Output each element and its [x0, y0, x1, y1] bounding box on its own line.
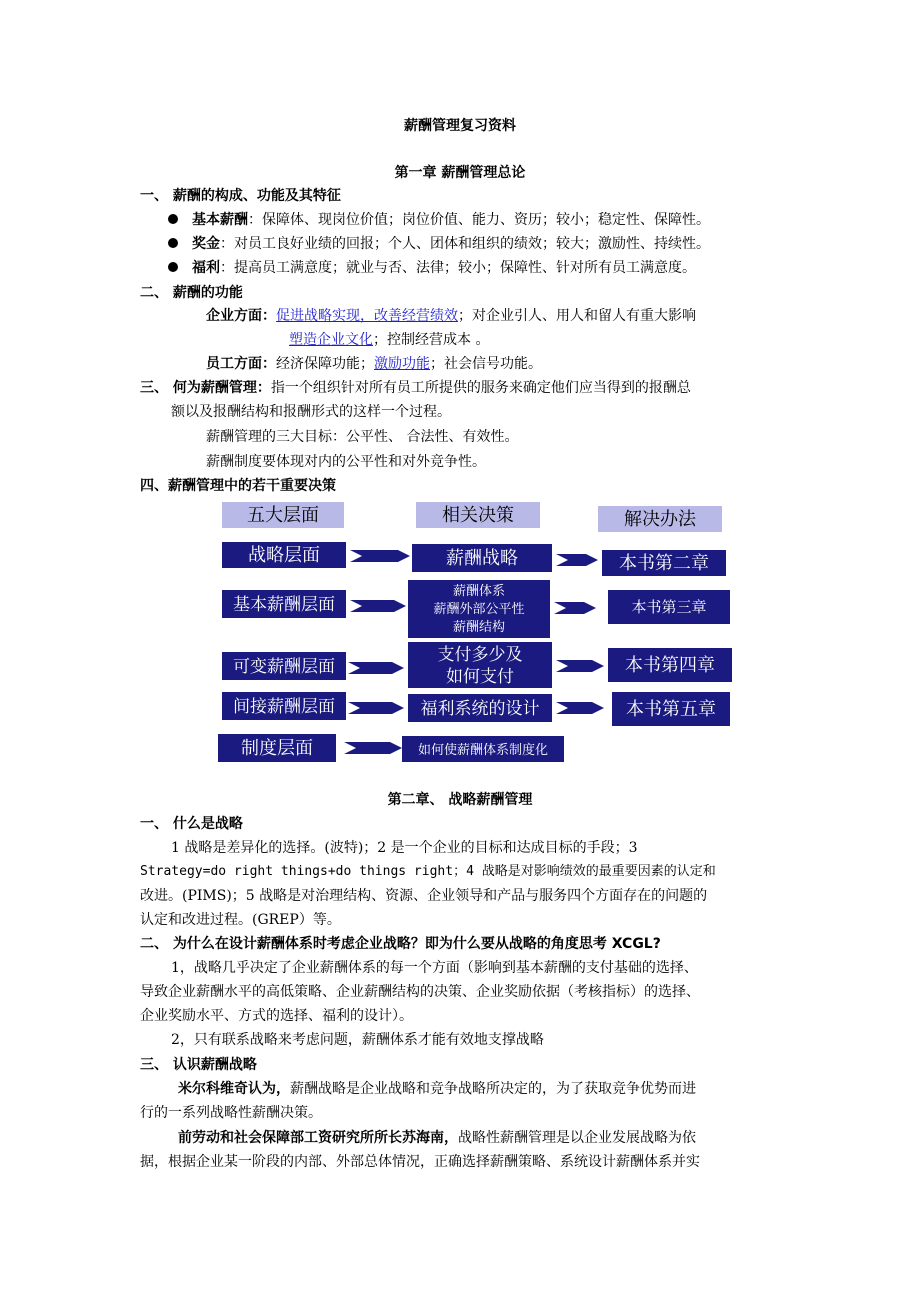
decision-base-3: 薪酬结构 [452, 620, 506, 635]
ch2-p5-line-2: 据，根据企业某一阶段的内部、外部总体情况，正确选择薪酬策略、系统设计薪酬体系并实 [140, 1154, 700, 1170]
section-1-heading: 一、 薪酬的构成、功能及其特征 [140, 188, 341, 204]
bullet-item-bonus: 奖金：对员工良好业绩的回报；个人、团体和组织的绩效；较大；激励性、持续性。 [168, 234, 710, 254]
solution-ch3: 本书第三章 [631, 598, 707, 616]
decision-base-2: 薪酬外部公平性 [433, 602, 525, 617]
solution-ch4: 本书第四章 [625, 655, 715, 676]
bullet-icon [168, 214, 178, 224]
ch2-p1-line-4: 认定和改进过程。(GREP）等。 [140, 912, 341, 928]
decision-variable-2: 如何支付 [446, 667, 514, 687]
ch2-section-3-heading: 三、 认识薪酬战略 [140, 1057, 257, 1073]
corp-line-1: 企业方面：促进战略实现，改善经营绩效；对企业引人、用人和留人有重大影响 [206, 308, 696, 324]
ch2-section-2-heading: 二、 为什么在设计薪酬体系时考虑企业战略？即为什么要从战略的角度思考 XCGL? [140, 936, 661, 952]
chapter-2-title: 第二章、 战略薪酬管理 [387, 792, 533, 808]
level-indirect: 间接薪酬层面 [233, 697, 335, 717]
ch2-section-1-heading: 一、 什么是战略 [140, 816, 243, 832]
decision-variable-1: 支付多少及 [437, 645, 523, 665]
arrow-icon [350, 600, 406, 612]
arrow-icon [556, 554, 598, 566]
chapter-1-title: 第一章 薪酬管理总论 [394, 165, 526, 181]
level-system: 制度层面 [241, 738, 313, 759]
ch2-p4-line-1: 米尔科维奇认为，薪酬战略是企业战略和竞争战略所决定的，为了获取竞争优势而进 [178, 1081, 696, 1097]
decision-diagram [216, 500, 736, 766]
ch2-p2-line-3: 企业奖励水平、方式的选择、福利的设计）。 [140, 1008, 413, 1024]
ch2-p1-line-1: 1 战略是差异化的选择。(波特)；2 是一个企业的目标和达成目标的手段；3 [171, 840, 638, 856]
system-fairness: 薪酬制度要体现对内的公平性和对外竞争性。 [206, 454, 486, 470]
level-variable: 可变薪酬层面 [233, 657, 335, 677]
incentive-link[interactable]: 激励功能 [374, 356, 430, 372]
header-solutions: 解决办法 [624, 509, 696, 530]
decision-indirect: 福利系统的设计 [420, 699, 540, 719]
strategy-link[interactable]: 促进战略实现，改善经营绩效 [276, 308, 458, 324]
solution-ch2: 本书第二章 [619, 553, 709, 574]
arrow-icon [348, 702, 404, 714]
section-4-heading: 四、薪酬管理中的若干重要决策 [140, 478, 336, 494]
bullet-icon [168, 262, 178, 272]
ch2-p2-line-2: 导致企业薪酬水平的高低策略、企业薪酬结构的决策、企业奖励依据（考核指标）的选择、 [140, 984, 700, 1000]
arrow-icon [344, 742, 402, 754]
section-3-line-1: 三、 何为薪酬管理：指一个组织针对所有员工所提供的服务来确定他们应当得到的报酬总 [140, 380, 691, 396]
document-title: 薪酬管理复习资料 [404, 118, 516, 134]
three-goals: 薪酬管理的三大目标：公平性、 合法性、有效性。 [206, 429, 519, 445]
solution-ch5: 本书第五章 [626, 699, 716, 720]
ch2-p3: 2，只有联系战略来考虑问题，薪酬体系才能有效地支撑战略 [171, 1032, 544, 1048]
ch2-p2-line-1: 1，战略几乎决定了企业薪酬体系的每一个方面（影响到基本薪酬的支付基础的选择、 [171, 960, 698, 976]
bullet-item-base-pay: 基本薪酬：保障体、现岗位价值；岗位价值、能力、资历；较小；稳定性、保障性。 [168, 210, 710, 230]
header-decisions: 相关决策 [442, 505, 514, 526]
employee-line: 员工方面：经济保障功能；激励功能；社会信号功能。 [206, 356, 542, 372]
bullet-item-benefits: 福利：提高员工满意度；就业与否、法律；较小；保障性、针对所有员工满意度。 [168, 258, 696, 278]
corp-line-2: 塑造企业文化；控制经营成本 。 [289, 332, 490, 348]
decision-strategy: 薪酬战略 [446, 548, 518, 569]
arrow-icon [348, 662, 404, 674]
ch2-p4-line-2: 行的一系列战略性薪酬决策。 [140, 1105, 322, 1121]
ch2-p5-line-1: 前劳动和社会保障部工资研究所所长苏海南，战略性薪酬管理是以企业发展战略为依 [178, 1130, 696, 1146]
level-strategy: 战略层面 [248, 545, 320, 566]
decision-base-1: 薪酬体系 [452, 584, 506, 599]
bullet-icon [168, 238, 178, 248]
culture-link[interactable]: 塑造企业文化 [289, 332, 373, 348]
section-3-line-2: 额以及报酬结构和报酬形式的这样一个过程。 [171, 404, 451, 420]
level-base: 基本薪酬层面 [233, 595, 335, 615]
ch2-p1-line-2: Strategy=do right things+do things right；4 战略是对影响绩效的最重要因素的认定和 [140, 864, 716, 879]
section-2-heading: 二、 薪酬的功能 [140, 285, 243, 301]
arrow-icon [554, 602, 596, 614]
ch2-p1-line-3: 改进。(PIMS)；5 战略是对治理结构、资源、企业领导和产品与服务四个方面存在的问题的 [140, 888, 708, 904]
arrow-icon [350, 550, 410, 562]
header-levels: 五大层面 [247, 505, 319, 526]
arrow-icon [556, 660, 604, 672]
decision-system: 如何使薪酬体系制度化 [417, 743, 549, 758]
arrow-icon [556, 702, 604, 714]
